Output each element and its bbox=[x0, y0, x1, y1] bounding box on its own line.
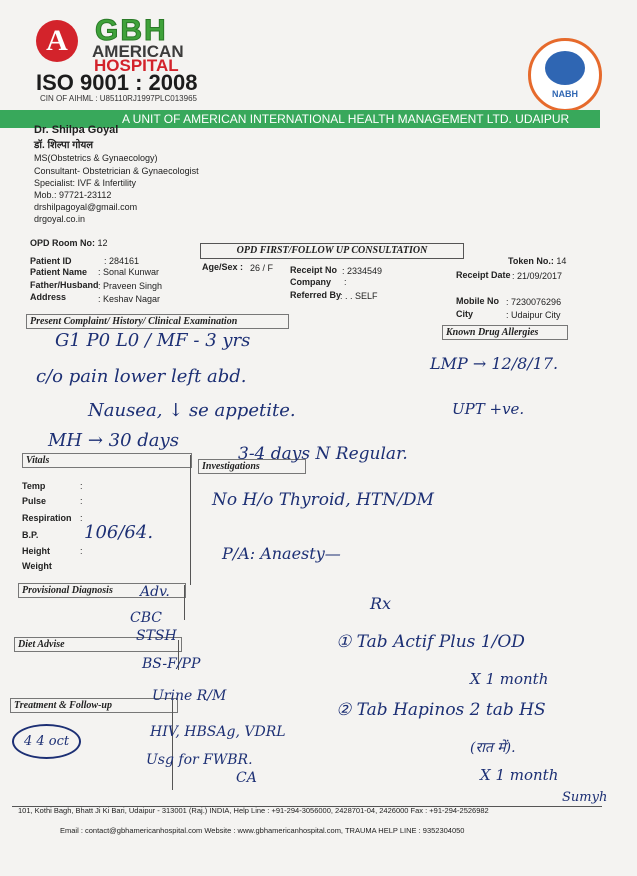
hand-tab2-duration: X 1 month bbox=[480, 766, 559, 784]
complaint-section-label: Present Complaint/ History/ Clinical Examination bbox=[26, 314, 289, 329]
hand-inv-cbc: CBC bbox=[130, 610, 162, 626]
nabh-seal-icon: NABH bbox=[528, 38, 602, 112]
drug-allergy-label: Known Drug Allergies bbox=[442, 325, 568, 340]
weight-label: Weight bbox=[22, 561, 52, 571]
receipt-number: : 2334549 bbox=[342, 266, 383, 276]
vitals-label: Vitals bbox=[22, 453, 192, 468]
hand-tab1: ① Tab Actif Plus 1/OD bbox=[336, 632, 525, 652]
form-title: OPD FIRST/FOLLOW UP CONSULTATION bbox=[200, 243, 464, 259]
doctor-degree: MS(Obstetrics & Gynaecology) bbox=[34, 153, 158, 163]
hand-inv-tsh: STSH bbox=[136, 628, 177, 644]
doctor-website: drgoyal.co.in bbox=[34, 214, 86, 224]
hand-no-history: No H/o Thyroid, HTN/DM bbox=[212, 490, 434, 510]
receipt-date: : 21/09/2017 bbox=[512, 271, 563, 281]
doctor-name: Dr. Shilpa Goyal bbox=[34, 124, 119, 136]
company-label: Company bbox=[290, 277, 332, 287]
agesex-label: Age/Sex : bbox=[202, 262, 244, 272]
token-number: Token No.: 14 bbox=[508, 256, 567, 266]
iso-certification: ISO 9001 : 2008 bbox=[36, 70, 198, 95]
cin-number: CIN OF AIHML : U85110RJ1997PLC013965 bbox=[40, 94, 197, 103]
respiration-label: Respiration bbox=[22, 513, 72, 523]
hand-tab2: ② Tab Hapinos 2 tab HS bbox=[336, 700, 546, 720]
hand-nausea: Nausea, ↓ se appetite. bbox=[88, 400, 296, 421]
hand-tab2-hindi: (रात में). bbox=[470, 740, 516, 756]
hand-pa: P/A: Anaesty— bbox=[222, 544, 341, 563]
referred-label: Referred By bbox=[290, 290, 342, 300]
footer-address: 101, Kothi Bagh, Bhatt Ji Ki Bari, Udaipur - 313001 (Raj.) INDIA, Help Line : +91-294-3056000, 2428701-04, 2426000 Fax : +91-294-2526982 bbox=[18, 806, 489, 815]
hand-bp: 106/64. bbox=[84, 522, 154, 543]
doctor-name-hindi: डॉ. शिल्पा गोयल bbox=[34, 140, 94, 151]
doctor-signature: Sumyh bbox=[562, 790, 608, 805]
father-name: : Praveen Singh bbox=[98, 281, 163, 291]
hand-stamp: 4 4 oct bbox=[12, 724, 81, 759]
investigations-label: Investigations bbox=[198, 459, 306, 474]
city-label: City bbox=[456, 309, 474, 319]
mobile-label: Mobile No bbox=[456, 296, 499, 306]
patient-id: : 284161 bbox=[104, 256, 140, 266]
vitals-divider bbox=[190, 455, 191, 585]
hand-cycle: 3-4 days N Regular. bbox=[238, 444, 408, 464]
hand-inv-urine: Urine R/M bbox=[152, 688, 227, 704]
brand-gbh: GBH bbox=[95, 14, 168, 47]
diet-label: Diet Advise bbox=[14, 637, 182, 652]
hand-menstrual-history: MH → 30 days bbox=[48, 430, 179, 451]
referred-by: : . . SELF bbox=[340, 291, 378, 301]
bp-label: B.P. bbox=[22, 530, 39, 540]
pulse-label: Pulse bbox=[22, 496, 47, 506]
doctor-email: drshilpagoyal@gmail.com bbox=[34, 202, 138, 212]
hand-ca: CA bbox=[236, 770, 257, 786]
hand-rx: Rx bbox=[370, 594, 392, 613]
prescription-page: A GBH AMERICAN HOSPITAL ISO 9001 : 2008 CIN OF AIHML : U85110RJ1997PLC013965 NABH A UNIT OF AMERICAN INTERNATIONAL HEALTH MANAGEMENT LTD. UDAIPUR Dr. Shilpa Goyal डॉ. शिल्पा गोयल MS(Obstetrics & Gynaecology) Consultant- Obstetrician & Gynaecologist Specialist: IVF & Infertility Mob.: 97721-23112 drshilpagoyal@gmail.com drgoyal.co.in OPD Room No: 12 OPD FIRST/FOLLOW UP CONSULTATION Token No.: 14 Patient ID : 284161 Patient Name : Sonal Kunwar Father/Husband : Praveen Singh Address : Keshav Nagar Age/Sex : 26 / F Receipt No : 2334549 Company : Referred By : . . SELF Receipt Date : 21/09/2017 Mobile No : 7230076296 City : Udaipur City Present Complaint/ History/ Clinical Examination Known Drug Allergies Vitals Investigations Provisional Diagnosis Diet Advise Treatment & Follow-up Temp : Pulse : Respiration : B.P. Height : Weight G1 P0 L0 / MF - 3 yrs LMP → 12/8/17. c/o pain lower left abd. UPT +ve. Nausea, ↓ se appetite. MH → 30 days 3-4 days N Regular. No H/o Thyroid, HTN/DM 106/64. P/A: Anaesty— Rx Adv. ① Tab Actif Plus 1/OD X 1 month ② Tab Hapinos 2 tab HS (रात में). X 1 month CBC STSH BS-F/PP Urine R/M HIV, HBSAg, VDRL Usg for FWBR. CA 4 4 oct Sumyh 101, Kothi Bagh, Bhatt Ji Ki Bari, Udaipur - 313001 (Raj.) INDIA, Help Line : +91-294-3056000, 2428701-04, 2426000 Fax : +91-294-2526982 Email : contact@gbhamericanhospital.com Website : www.gbhamericanhospital.com, TRAUMA HELP LINE : 9352304050 bbox=[0, 0, 637, 876]
diagnosis-label: Provisional Diagnosis bbox=[18, 583, 186, 598]
height-label: Height bbox=[22, 546, 50, 556]
unit-banner: A UNIT OF AMERICAN INTERNATIONAL HEALTH MANAGEMENT LTD. UDAIPUR bbox=[0, 110, 600, 128]
brand-hospital: HOSPITAL bbox=[94, 56, 179, 75]
hand-complaint: c/o pain lower left abd. bbox=[36, 366, 247, 387]
agesex: 26 / F bbox=[250, 263, 274, 273]
doctor-mobile: Mob.: 97721-23112 bbox=[34, 190, 112, 200]
hand-obstetric-history: G1 P0 L0 / MF - 3 yrs bbox=[55, 330, 251, 351]
hand-tab1-duration: X 1 month bbox=[470, 670, 549, 688]
treatment-label: Treatment & Follow-up bbox=[10, 698, 178, 713]
hospital-logo: A bbox=[36, 20, 78, 62]
opd-room: OPD Room No: 12 bbox=[30, 238, 108, 248]
hand-inv-bs: BS-F/PP bbox=[142, 656, 201, 672]
hand-inv-hiv: HIV, HBSAg, VDRL bbox=[150, 724, 286, 740]
receipt-date-label: Receipt Date bbox=[456, 270, 511, 280]
doctor-specialist: Specialist: IVF & Infertility bbox=[34, 178, 137, 188]
receipt-label: Receipt No bbox=[290, 265, 338, 275]
footer-contact: Email : contact@gbhamericanhospital.com Website : www.gbhamericanhospital.com, TRAUMA HELP LINE : 9352304050 bbox=[60, 826, 465, 835]
patient-name: : Sonal Kunwar bbox=[98, 267, 160, 277]
address: : Keshav Nagar bbox=[98, 294, 161, 304]
city: : Udaipur City bbox=[506, 310, 561, 320]
hand-inv-usg: Usg for FWBR. bbox=[146, 752, 253, 768]
hand-lmp: LMP → 12/8/17. bbox=[430, 354, 559, 373]
temp-label: Temp bbox=[22, 481, 46, 491]
brand-american: AMERICAN bbox=[92, 42, 184, 61]
patient-id-label: Patient ID bbox=[30, 256, 72, 266]
hand-upt: UPT +ve. bbox=[452, 400, 525, 418]
doctor-title: Consultant- Obstetrician & Gynaecologist bbox=[34, 166, 199, 176]
father-label: Father/Husband bbox=[30, 280, 99, 290]
address-label: Address bbox=[30, 292, 67, 302]
mobile-number: : 7230076296 bbox=[506, 297, 562, 307]
patient-name-label: Patient Name bbox=[30, 267, 88, 277]
hand-advice: Adv. bbox=[140, 584, 170, 600]
